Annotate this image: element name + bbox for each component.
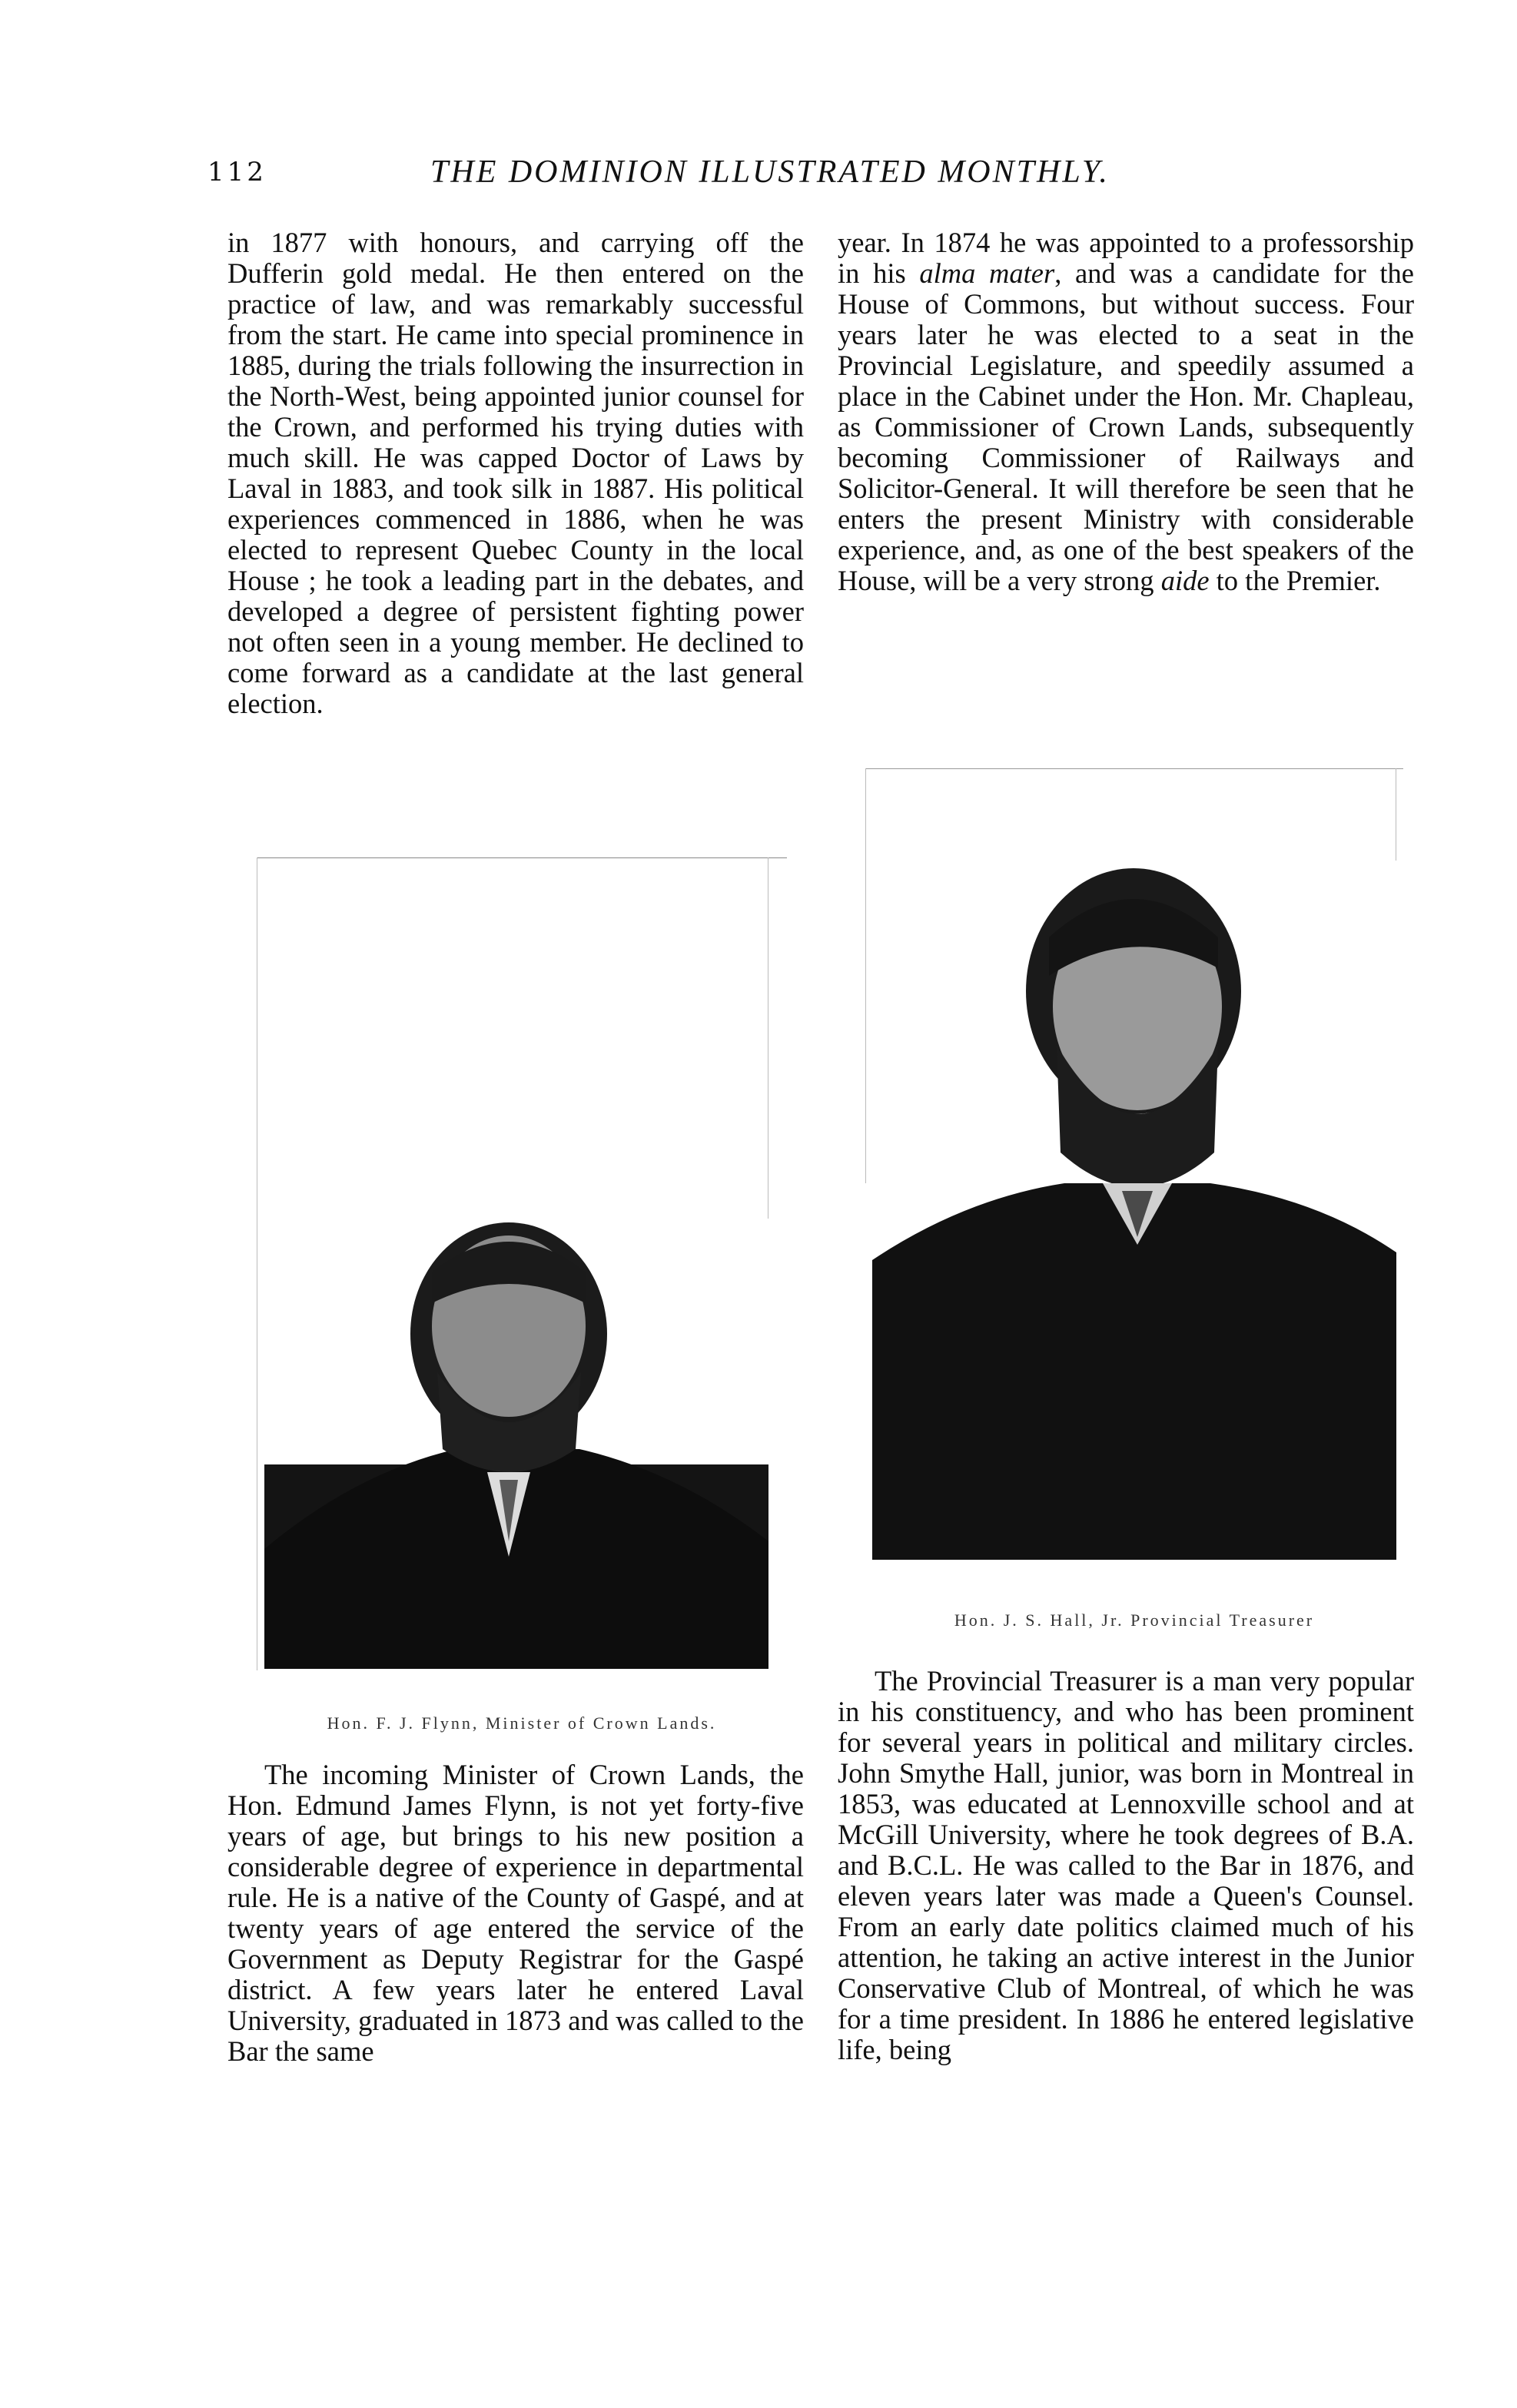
left-column-top-paragraph: in 1877 with honours, and carrying off the Dufferin gold medal. He then entered on the practice of law, and was remarkably successful from the start. He came into special prominence in 1885, during the trials following the insurrection in the North-West, being appointed junior counsel for the Crown, and performed his trying duties with much skill. He was capped Doctor of Laws by Laval in 1883, and took silk in 1887. His political experiences commenced in 1886, when he was elected to represent Quebec County in the local House ; he took a leading part in the debates, and developed a degree of persistent fighting power not often seen in a young member. He declined to come forward as a candidate at the last general election. [227,227,804,719]
hall-portrait-photo [872,861,1396,1560]
flynn-biography-text: The incoming Minister of Crown Lands, the Hon. Edmund James Flynn, is not yet forty-five years of age, but brings to his new position a considerable degree of experience in departmental rule. He is a native of the County of Gaspé, and at twenty years of age entered the service of the Government as Deputy Registrar for the Gaspé district. A few years later he entered Laval University, graduated in 1873 and was called to the Bar the same [227,1759,804,2067]
alma-mater-italic: alma mater [919,257,1055,289]
right-top-text-b: , and was a candidate for the House of Commons, but without success. Four years later he was elected to a seat in the Provincial Legislature, and speedily assumed a place in the Cabinet under the Hon. Mr. Chapleau, as Commissioner of Crown Lands, subsequently becoming Commissioner of Railways and Solicitor-General. It will therefore be seen that he enters the present Ministry with considerable experience, and, as one of the best speakers of the House, will be a very strong [838,257,1415,596]
right-column-bottom-paragraph [838,1666,1414,2065]
hall-biography-text: The Provincial Treasurer is a man very popular in his constituency, and who has been prominent for several years in political and military circles. John Smythe Hall, junior, was born in Montreal in 1853, was educated at Lennoxville school and at McGill University, where he took degrees of B.A. and B.C.L. He was called to the Bar in 1876, and eleven years later was made a Queen's Counsel. From an early date politics claimed much of his attention, he taking an active interest in the Junior Conservative Club of Montreal, of which he was for a time president. In 1886 he entered legislative life, being [838,1665,1414,2065]
flynn-portrait-figure [264,1219,768,1669]
flynn-photo-frame [257,857,787,1670]
right-top-text-c: to the Premier. [1209,565,1381,596]
hall-portrait-figure [872,861,1396,1560]
right-column-top-paragraph [838,227,1414,596]
page-number: 112 [207,157,267,187]
running-head-title: THE DOMINION ILLUSTRATED MONTHLY. [430,154,1110,190]
flynn-photo-caption: Hon. F. J. Flynn, Minister of Crown Lands. [327,1713,717,1733]
hall-photo-caption: Hon. J. S. Hall, Jr. Provincial Treasurer [954,1610,1315,1630]
hall-photo-frame [865,768,1403,1583]
page-header [207,154,1253,197]
left-column-bottom-paragraph [227,1760,804,2067]
flynn-portrait-photo [264,1219,768,1669]
aide-italic: aide [1160,565,1210,596]
right-top-text-a: year. In 1874 he was appointed to a professorship in his [838,227,1414,289]
